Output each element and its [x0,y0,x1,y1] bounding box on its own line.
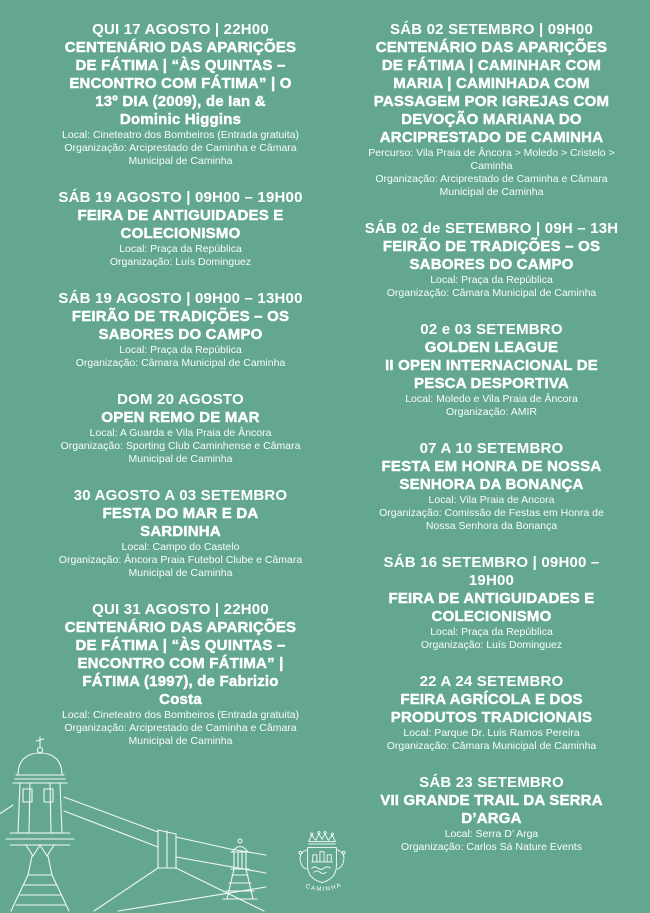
event-item [36,391,325,466]
event-detail: Organização: Arciprestado de Caminha e Câmara [64,722,297,734]
event-title: SARDINHA [140,523,221,540]
event-date: SÁB 23 SETEMBRO [419,774,564,791]
event-detail: Municipal de Caminha [128,453,233,465]
event-item [347,21,636,199]
event-date: SÁB 19 AGOSTO | 09H00 – 19H00 [58,189,303,206]
event-detail: Organização: Âncora Praia Futebol Clube e Câmara [58,554,303,566]
event-detail: Municipal de Caminha [128,567,233,579]
event-detail: Organização: Câmara Municipal de Caminha [386,740,597,752]
event-item [347,673,636,753]
event-item [347,554,636,652]
event-detail: Organização: Comissão de Festas em Honra de [379,507,604,519]
event-title: SENHORA DA BONANÇA [399,476,584,493]
event-detail: Local: Praça da República [119,243,242,255]
event-title: FEIRA DE ANTIGUIDADES E [77,207,284,224]
event-title: ARCIPRESTADO DE CAMINHA [379,129,604,146]
event-title: CENTENÁRIO DAS APARIÇÕES [64,39,297,56]
event-detail: Organização: Câmara Municipal de Caminha [75,357,286,369]
event-date: 30 AGOSTO A 03 SETEMBRO [73,487,288,504]
event-item [36,21,325,168]
event-title: PASSAGEM POR IGREJAS COM [373,93,610,110]
fort-illustration [0,735,270,913]
event-date: 22 A 24 SETEMBRO [419,673,564,690]
event-item [347,321,636,419]
crest-shield [308,848,337,883]
event-detail: Local: Cineteatro dos Bombeiros (Entrada gratuita) [62,129,299,141]
event-detail: Organização: Carlos Sá Nature Events [401,841,582,853]
svg-text:CAMINHA [305,881,344,893]
event-title: D’ARGA [461,810,522,827]
event-detail: Local: Cineteatro dos Bombeiros (Entrada gratuita) [62,709,299,721]
event-title: FESTA DO MAR E DA [102,505,259,522]
event-title: COLECIONISMO [431,608,552,625]
event-date: QUI 17 AGOSTO | 22H00 [92,21,269,38]
event-title: SABORES DO CAMPO [409,256,574,273]
event-detail: Local: Campo do Castelo [121,541,240,553]
event-title: DEVOÇÃO MARIANA DO [401,111,582,128]
event-date: SÁB 02 SETEMBRO | 09H00 [389,21,594,38]
event-detail: Percurso: Vila Praia de Âncora > Moledo > Cristelo > [368,147,615,159]
event-title: OPEN REMO DE MAR [101,409,260,426]
event-title: Costa [159,691,202,708]
event-title: FEIRA DE ANTIGUIDADES E [388,590,595,607]
event-title: FEIRÃO DE TRADIÇÕES – OS [382,238,601,255]
event-detail: Organização: AMIR [445,406,538,418]
event-detail: Local: Moledo e Vila Praia de Âncora [405,393,578,405]
event-title: Dominic Higgins [119,111,242,128]
event-title: PESCA DESPORTIVA [414,375,569,392]
event-title: CENTENÁRIO DAS APARIÇÕES [375,39,608,56]
event-title: ENCONTRO COM FÁTIMA” | O [69,75,292,92]
event-detail: Nossa Senhora da Bonança [425,520,558,532]
event-item [36,290,325,370]
event-detail: Local: Serra D’ Arga [444,828,539,840]
event-detail: Local: Praça da República [430,274,553,286]
event-detail: Municipal de Caminha [439,186,544,198]
event-title: II OPEN INTERNACIONAL DE [385,357,598,374]
event-title: FEIRA AGRÍCOLA E DOS [400,691,583,708]
event-detail: Organização: Luís Dominguez [420,639,563,651]
event-detail: Organização: Sporting Club Caminhense e Câmara [60,440,301,452]
event-item [36,601,325,748]
event-date: 19H00 [468,572,515,589]
event-title: ENCONTRO COM FÁTIMA” | [77,655,284,672]
event-detail: Organização: Arciprestado de Caminha e Câmara [375,173,608,185]
event-detail: Local: A Guarda e Vila Praia de Âncora [89,427,272,439]
event-title: GOLDEN LEAGUE [424,339,559,356]
event-detail: Municipal de Caminha [128,735,233,747]
event-item [36,487,325,580]
event-title: COLECIONISMO [120,225,241,242]
event-detail: Local: Vila Praia de Ancora [428,494,555,506]
event-title: DE FÁTIMA | “ÀS QUINTAS – [75,637,286,654]
event-title: PRODUTOS TRADICIONAIS [390,709,593,726]
event-title: SABORES DO CAMPO [98,326,263,343]
event-title: VII GRANDE TRAIL DA SERRA [380,792,603,809]
event-detail: Local: Praça da República [119,344,242,356]
crest-label: CAMINHA [304,881,344,893]
event-date: SÁB 02 de SETEMBRO | 09H – 13H [364,220,619,237]
event-item [347,440,636,533]
event-title: DE FÁTIMA | “ÀS QUINTAS – [75,57,286,74]
event-date: DOM 20 AGOSTO [117,391,244,408]
event-item [347,220,636,300]
event-item [347,774,636,854]
event-detail: Local: Parque Dr. Luis Ramos Pereira [403,727,580,739]
caminha-crest [292,827,352,899]
event-title: FESTA EM HONRA DE NOSSA [381,458,602,475]
events-column-right [347,21,636,875]
event-date: 02 e 03 SETEMBRO [420,321,563,338]
event-date: SÁB 16 SETEMBRO | 09H00 – [383,554,600,571]
event-title: 13º DIA (2009), de Ian & [95,93,266,110]
event-detail: Organização: Câmara Municipal de Caminha [386,287,597,299]
event-date: QUI 31 AGOSTO | 22H00 [92,601,269,618]
event-title: CENTENÁRIO DAS APARIÇÕES [64,619,297,636]
event-title: FÁTIMA (1997), de Fabrizio [82,673,279,690]
event-detail: Organização: Arciprestado de Caminha e Câmara [64,142,297,154]
event-title: FEIRÃO DE TRADIÇÕES – OS [71,308,290,325]
event-date: 07 A 10 SETEMBRO [419,440,564,457]
event-item [36,189,325,269]
event-detail: Caminha [470,160,513,172]
event-title: DE FÁTIMA | CAMINHAR COM [381,57,602,74]
event-detail: Municipal de Caminha [128,155,233,167]
event-date: SÁB 19 AGOSTO | 09H00 – 13H00 [58,290,303,307]
event-detail: Organização: Luís Dominguez [109,256,252,268]
event-detail: Local: Praça da República [430,626,553,638]
event-title: MARIA | CAMINHADA COM [393,75,590,92]
fort-finial [36,737,44,747]
